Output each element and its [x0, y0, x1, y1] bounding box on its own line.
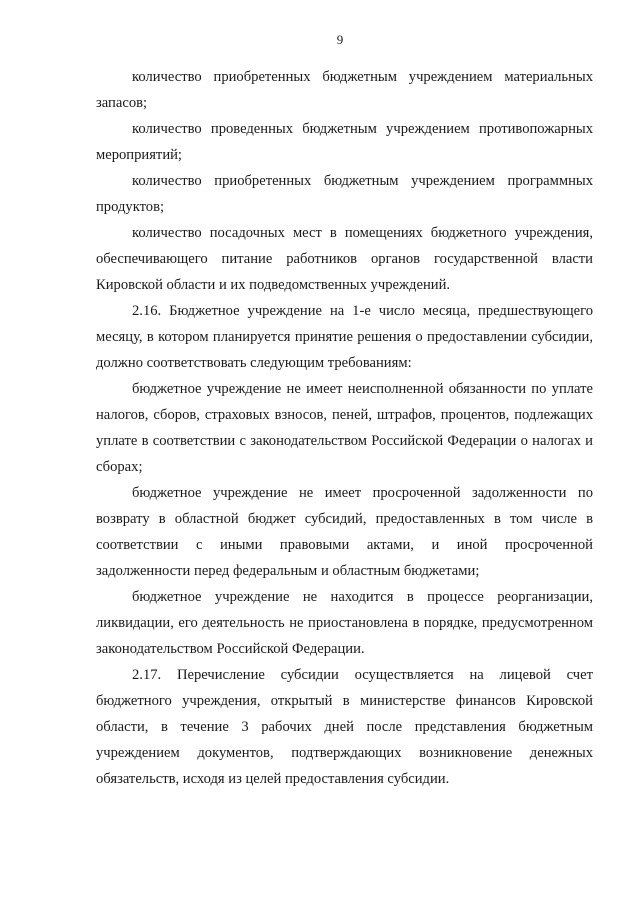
paragraph-fire-safety: количество проведенных бюджетным учреждением противопожарных мероприятий;: [96, 121, 593, 163]
paragraph-no-tax-debt: бюджетное учреждение не имеет неисполненной обязанности по уплате налогов, сборов, страховых взносов, пеней, штрафов, процентов, подлежащих уплате в соответствии с законодательством Российской Федерации о налогах и сборах;: [96, 381, 593, 475]
paragraph-section-2-17: 2.17. Перечисление субсидии осуществляется на лицевой счет бюджетного учреждения, открытый в министерстве финансов Кировской области, в течение 3 рабочих дней после представления бюджетным учреждением документов, подтверждающих возникновение денежных обязательств, исходя из целей предоставления субсидии.: [96, 667, 593, 787]
paragraph-section-2-16: 2.16. Бюджетное учреждение на 1-е число месяца, предшествующего месяцу, в котором планируется принятие решения о предоставлении субсидии, должно соответствовать следующим требованиям:: [96, 303, 593, 371]
document-body: [96, 64, 593, 792]
paragraph-no-reorganization: бюджетное учреждение не находится в процессе реорганизации, ликвидации, его деятельность не приостановлена в порядке, предусмотренном законодательством Российской Федерации.: [96, 589, 593, 657]
paragraph-material-stocks: количество приобретенных бюджетным учреждением материальных запасов;: [96, 69, 593, 111]
paragraph-no-overdue-debt: бюджетное учреждение не имеет просроченной задолженности по возврату в областной бюджет субсидий, предоставленных в том числе в соответствии с иными правовыми актами, и иной просроченной задолженности перед федеральным и областным бюджетами;: [96, 485, 593, 579]
page-number: 9: [336, 32, 344, 47]
paragraph-seating-places: количество посадочных мест в помещениях бюджетного учреждения, обеспечивающего питание работников органов государственной власти Кировской области и их подведомственных учреждений.: [96, 225, 593, 293]
paragraph-software-products: количество приобретенных бюджетным учреждением программных продуктов;: [96, 173, 593, 215]
